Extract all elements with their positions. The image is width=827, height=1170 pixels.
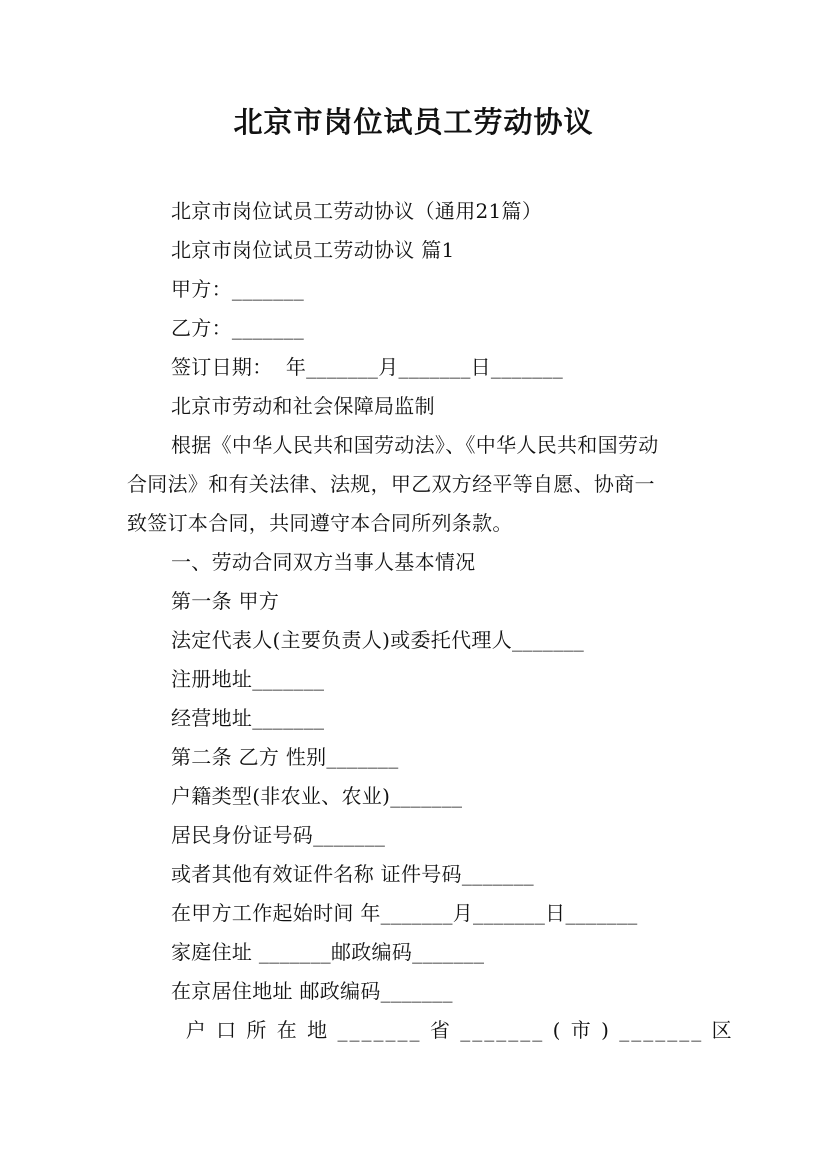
- doc-line-sign-date: 签订日期： 年_______月_______日_______: [171, 355, 564, 379]
- doc-line-paragraph: 致签订本合同，共同遵守本合同所列条款。: [127, 511, 513, 535]
- doc-line-field: 或者其他有效证件名称 证件号码_______: [171, 862, 534, 886]
- doc-line-paragraph: 合同法》和有关法律、法规，甲乙双方经平等自愿、协商一: [127, 472, 655, 496]
- doc-line-field: 注册地址_______: [171, 667, 325, 691]
- document-title: 北京市岗位试员工劳动协议: [233, 105, 594, 139]
- doc-line-party-a: 甲方：_______: [171, 277, 304, 301]
- doc-line-supervisor: 北京市劳动和社会保障局监制: [171, 394, 435, 418]
- doc-line-section-heading: 一、劳动合同双方当事人基本情况: [171, 550, 476, 574]
- doc-line-party-b: 乙方：_______: [171, 316, 304, 340]
- doc-line-field: 法定代表人(主要负责人)或委托代理人_______: [171, 628, 585, 652]
- doc-line-field: 在甲方工作起始时间 年_______月_______日_______: [171, 901, 638, 925]
- doc-line-field: 家庭住址 _______邮政编码_______: [171, 940, 485, 964]
- doc-line-field: 居民身份证号码_______: [171, 823, 386, 847]
- doc-line-article: 第二条 乙方 性别_______: [171, 745, 399, 769]
- doc-line-field: 在京居住地址 邮政编码_______: [171, 979, 453, 1003]
- doc-line-article: 第一条 甲方: [171, 589, 280, 613]
- doc-line-heading: 北京市岗位试员工劳动协议（通用21篇）: [171, 199, 543, 223]
- doc-line-field: 户籍类型(非农业、农业)_______: [171, 784, 463, 808]
- doc-line-section: 北京市岗位试员工劳动协议 篇1: [171, 238, 455, 262]
- doc-line-field: 户 口 所 在 地 _______ 省 _______ ( 市 ) _______ 区: [169, 1018, 734, 1042]
- doc-line-paragraph: 根据《中华人民共和国劳动法》、《中华人民共和国劳动: [171, 433, 659, 457]
- doc-line-field: 经营地址_______: [171, 706, 325, 730]
